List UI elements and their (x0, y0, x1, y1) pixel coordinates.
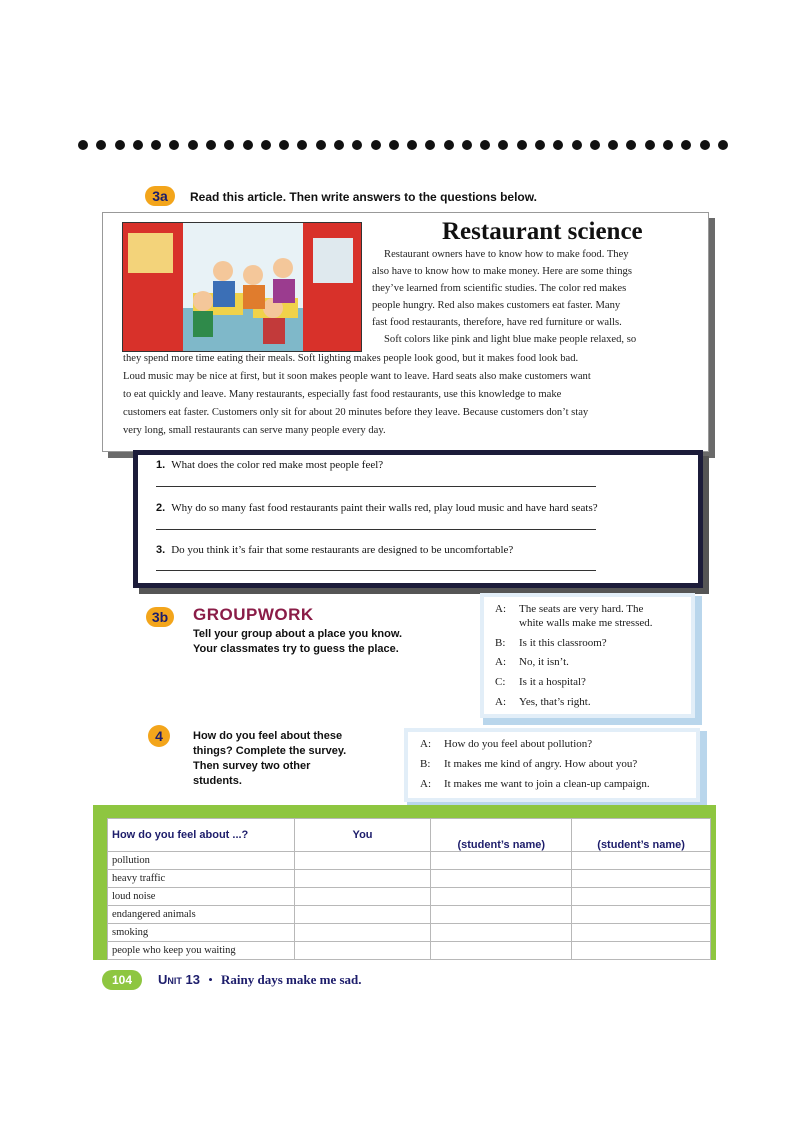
divider-dot (279, 140, 289, 150)
article-line: to eat quickly and leave. Many restaurants, especially fast food restaurants, use this knowledge to make (123, 389, 562, 400)
dialog-line (495, 603, 643, 615)
survey-cell[interactable] (572, 852, 711, 870)
dialog-line (420, 738, 592, 750)
survey-cell[interactable] (431, 924, 572, 942)
footer-bullet: • (208, 972, 213, 987)
survey-cell[interactable] (294, 870, 431, 888)
survey-topic: heavy traffic (108, 870, 295, 888)
divider-dot (681, 140, 691, 150)
divider-dot (96, 140, 106, 150)
article-line: customers eat faster. Customers only sit for about 20 minutes before they leave. Because customers don’t stay (123, 407, 589, 418)
divider-dot (389, 140, 399, 150)
footer-unit-title: Rainy days make me sad. (221, 972, 362, 987)
table-row (108, 924, 711, 942)
divider-dot (663, 140, 673, 150)
divider-dot (498, 140, 508, 150)
survey-cell[interactable] (572, 924, 711, 942)
dialog-speaker: A: (420, 738, 431, 750)
divider-dot (371, 140, 381, 150)
divider-dot (261, 140, 271, 150)
dialog-speaker: B: (495, 637, 506, 649)
page-number-badge: 104 (102, 970, 142, 990)
dialog-line (420, 778, 650, 790)
survey-cell[interactable] (572, 942, 711, 960)
survey-table (107, 818, 711, 960)
dialog-line (495, 676, 586, 688)
restaurant-illustration (122, 222, 362, 352)
article-line: they spend more time eating their meals. Soft lighting makes people look good, but it makes food look bad. (123, 353, 579, 364)
question-number: 3. (156, 544, 166, 556)
dialog-speaker: B: (420, 758, 431, 770)
divider-dot (444, 140, 454, 150)
survey-header: You (294, 819, 431, 852)
dotted-divider (78, 140, 728, 154)
survey-header-row (108, 819, 711, 852)
section-4-instruction-line: students. (193, 775, 242, 787)
dialog-text: Yes, that’s right. (519, 696, 591, 708)
dialog-text: Is it a hospital? (519, 676, 586, 688)
question-3 (156, 544, 513, 556)
article-line: Restaurant owners have to know how to make food. They (384, 249, 629, 260)
section-4-instruction-line: Then survey two other (193, 760, 311, 772)
divider-dot (169, 140, 179, 150)
survey-cell[interactable] (572, 906, 711, 924)
divider-dot (224, 140, 234, 150)
divider-dot (243, 140, 253, 150)
section-3a-badge: 3a (145, 186, 175, 206)
survey-header: (student’s name) (431, 819, 572, 852)
divider-dot (572, 140, 582, 150)
divider-dot (517, 140, 527, 150)
survey-topic: people who keep you waiting (108, 942, 295, 960)
survey-cell[interactable] (572, 870, 711, 888)
dialog-line (495, 617, 653, 629)
divider-dot (297, 140, 307, 150)
survey-cell[interactable] (294, 888, 431, 906)
survey-cell[interactable] (431, 852, 572, 870)
section-3b-badge: 3b (146, 607, 174, 627)
article-line: also have to know how to make money. Here are some things (372, 266, 632, 277)
section-3a-instruction: Read this article. Then write answers to the questions below. (190, 190, 537, 204)
survey-cell[interactable] (294, 942, 431, 960)
dialog-text: Is it this classroom? (519, 637, 607, 649)
survey-cell[interactable] (431, 888, 572, 906)
dialog-line (495, 696, 591, 708)
divider-dot (462, 140, 472, 150)
article-line: Loud music may be nice at first, but it soon makes people want to leave. Hard seats also make customers want (123, 371, 591, 382)
dialog-text: How do you feel about pollution? (444, 738, 593, 750)
divider-dot (718, 140, 728, 150)
divider-dot (334, 140, 344, 150)
dialog-speaker: A: (495, 696, 506, 708)
divider-dot (480, 140, 490, 150)
article-line: they’ve learned from scientific studies. The color red makes (372, 283, 627, 294)
question-number: 2. (156, 502, 166, 514)
survey-cell[interactable] (431, 870, 572, 888)
dialog-text: white walls make me stressed. (519, 617, 653, 629)
divider-dot (151, 140, 161, 150)
divider-dot (133, 140, 143, 150)
table-row (108, 942, 711, 960)
answer-line-1[interactable] (156, 486, 596, 487)
survey-header: How do you feel about ...? (108, 819, 295, 852)
survey-topic: pollution (108, 852, 295, 870)
divider-dot (645, 140, 655, 150)
dialog-speaker: A: (495, 656, 506, 668)
survey-cell[interactable] (431, 942, 572, 960)
divider-dot (352, 140, 362, 150)
dialog-speaker: A: (420, 778, 431, 790)
article-line: Soft colors like pink and light blue make people relaxed, so (384, 334, 637, 345)
table-row (108, 870, 711, 888)
divider-dot (115, 140, 125, 150)
answer-line-2[interactable] (156, 529, 596, 530)
divider-dot (535, 140, 545, 150)
survey-topic: smoking (108, 924, 295, 942)
question-text: What does the color red make most people feel? (171, 459, 384, 471)
table-row (108, 906, 711, 924)
survey-topic: endangered animals (108, 906, 295, 924)
dialog-speaker: C: (495, 676, 506, 688)
table-row (108, 888, 711, 906)
groupwork-title: GROUPWORK (193, 605, 314, 624)
survey-cell[interactable] (294, 906, 431, 924)
footer-unit (158, 972, 362, 988)
question-number: 1. (156, 459, 166, 471)
section-4-instruction-line: things? Complete the survey. (193, 745, 347, 757)
question-1 (156, 459, 383, 471)
section-3b-instruction-2: Your classmates try to guess the place. (193, 643, 399, 655)
section-4-badge: 4 (148, 725, 170, 747)
table-row (108, 852, 711, 870)
dialog-speaker: A: (495, 603, 506, 615)
survey-header: (student’s name) (572, 819, 711, 852)
divider-dot (590, 140, 600, 150)
divider-dot (553, 140, 563, 150)
divider-dot (78, 140, 88, 150)
divider-dot (188, 140, 198, 150)
divider-dot (425, 140, 435, 150)
article-line: very long, small restaurants can serve many people every day. (123, 425, 386, 436)
dialog-speaker (495, 617, 519, 629)
divider-dot (608, 140, 618, 150)
divider-dot (407, 140, 417, 150)
question-2 (156, 502, 598, 514)
divider-dot (206, 140, 216, 150)
dialog-line (495, 637, 607, 649)
section-3b-instruction-1: Tell your group about a place you know. (193, 628, 403, 640)
question-text: Do you think it’s fair that some restaurants are designed to be uncomfortable? (171, 544, 514, 556)
article-line: people hungry. Red also makes customers eat faster. Many (372, 300, 621, 311)
survey-cell[interactable] (431, 906, 572, 924)
divider-dot (316, 140, 326, 150)
article-title: Restaurant science (442, 218, 643, 245)
dialog-text: It makes me want to join a clean-up campaign. (444, 778, 650, 790)
section-4-instruction-line: How do you feel about these (193, 730, 343, 742)
survey-cell[interactable] (572, 888, 711, 906)
survey-topic: loud noise (108, 888, 295, 906)
dialog-line (495, 656, 569, 668)
survey-cell[interactable] (294, 924, 431, 942)
dialog-text: The seats are very hard. The (519, 603, 644, 615)
dialog-text: No, it isn’t. (519, 656, 569, 668)
answer-line-3[interactable] (156, 570, 596, 571)
article-line: fast food restaurants, therefore, have red furniture or walls. (372, 317, 622, 328)
question-text: Why do so many fast food restaurants paint their walls red, play loud music and have hard seats? (171, 502, 598, 514)
dialog-text: It makes me kind of angry. How about you? (444, 758, 638, 770)
divider-dot (626, 140, 636, 150)
footer-unit-label: Unit 13 (158, 972, 200, 987)
survey-cell[interactable] (294, 852, 431, 870)
dialog-line (420, 758, 637, 770)
divider-dot (700, 140, 710, 150)
